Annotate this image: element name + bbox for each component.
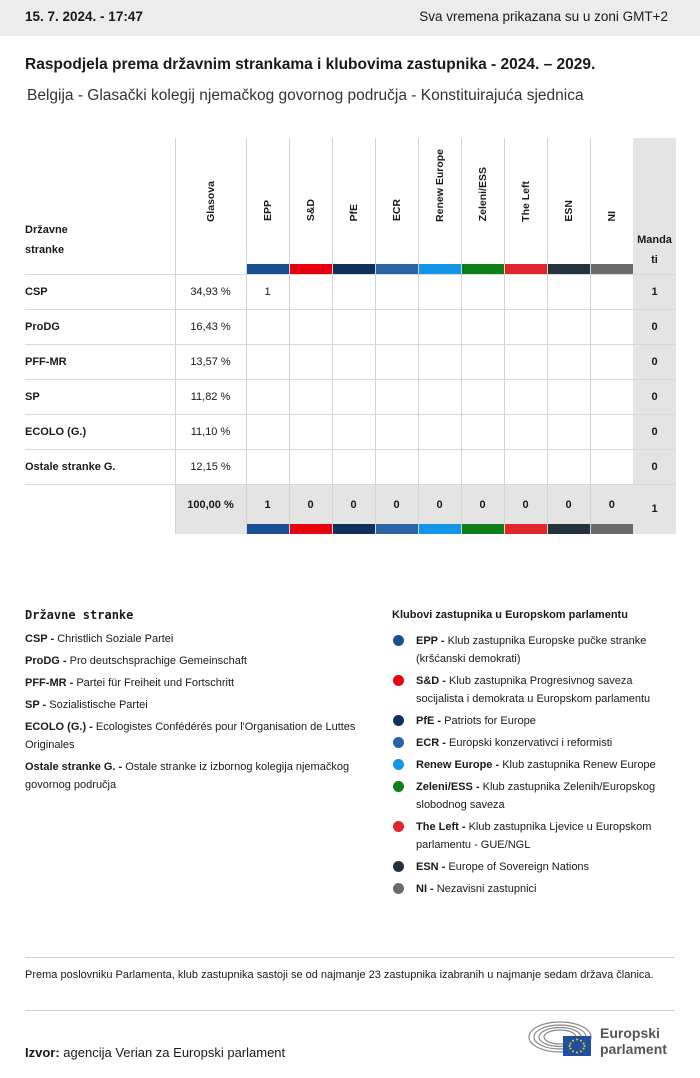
group-seat-cell <box>547 344 590 379</box>
seats-column-header <box>633 138 676 274</box>
table-row <box>25 449 676 484</box>
party-seats: 0 <box>633 309 676 344</box>
group-color-bar <box>462 524 504 534</box>
group-header-left <box>504 138 547 274</box>
group-seat-cell <box>590 449 633 484</box>
total-epp: 1 <box>246 484 289 534</box>
party-name: Ostale stranke G. <box>25 449 175 484</box>
parliament-emblem-icon <box>528 1020 594 1060</box>
logo-line1: Europski <box>600 1025 660 1041</box>
group-header-renew <box>418 138 461 274</box>
total-ni: 0 <box>590 484 633 534</box>
source-text: agencija Verian za Europski parlament <box>63 1045 286 1060</box>
group-seat-cell <box>418 449 461 484</box>
group-legend-item <box>392 858 682 876</box>
party-legend-abbr: Ostale stranke G. - <box>25 761 123 773</box>
group-label: PfE <box>347 203 360 222</box>
group-header-sd <box>289 138 332 274</box>
group-seat-cell <box>375 309 418 344</box>
group-seat-cell <box>590 274 633 309</box>
total-esn: 0 <box>547 484 590 534</box>
total-seats: 1 <box>633 484 676 534</box>
group-color-bar <box>290 524 332 534</box>
groups-legend-heading: Klubovi zastupnika u Europskom parlamentu <box>392 609 628 621</box>
table-row <box>25 379 676 414</box>
group-seat-cell <box>375 274 418 309</box>
party-legend-abbr: ECOLO (G.) - <box>25 721 93 733</box>
source-label: Izvor: <box>25 1045 60 1060</box>
group-seat-cell <box>289 414 332 449</box>
party-legend-item <box>25 758 360 794</box>
group-header-esn <box>547 138 590 274</box>
total-pfe: 0 <box>332 484 375 534</box>
group-legend-item <box>392 734 682 752</box>
party-legend-item <box>25 696 360 714</box>
totals-row <box>25 484 676 534</box>
group-seat-cell <box>547 379 590 414</box>
group-color-bar <box>591 264 634 274</box>
group-color-bar <box>376 524 418 534</box>
group-seat-cell <box>590 414 633 449</box>
party-legend-item <box>25 674 360 692</box>
group-label: ECR <box>390 199 403 222</box>
parties-legend-heading: Državne stranke <box>25 608 134 622</box>
group-seat-cell <box>418 344 461 379</box>
group-color-dot-icon <box>393 861 404 872</box>
party-legend-name: Christlich Soziale Partei <box>57 633 174 645</box>
party-legend-name: Partei für Freiheit und Fortschritt <box>76 677 235 689</box>
party-legend-abbr: CSP - <box>25 633 55 645</box>
group-seat-cell <box>332 274 375 309</box>
group-color-dot-icon <box>393 737 404 748</box>
group-color-dot-icon <box>393 781 404 792</box>
group-legend-abbr: The Left - <box>416 821 466 833</box>
party-name: SP <box>25 379 175 414</box>
group-legend-name: Klub zastupnika Ljevice u Europskom parlamentu - GUE/NGL <box>416 821 652 851</box>
party-votes: 11,82 % <box>175 379 246 414</box>
group-seat-cell: 1 <box>246 274 289 309</box>
party-legend-abbr: SP - <box>25 699 47 711</box>
group-color-bar <box>333 264 375 274</box>
table-row <box>25 344 676 379</box>
group-seat-cell <box>418 309 461 344</box>
total-ecr: 0 <box>375 484 418 534</box>
group-seat-cell <box>418 414 461 449</box>
logo-text <box>600 1025 667 1057</box>
party-legend-abbr: ProDG - <box>25 655 67 667</box>
group-header-ecr <box>375 138 418 274</box>
total-sd: 0 <box>289 484 332 534</box>
group-seat-cell <box>332 379 375 414</box>
party-seats: 0 <box>633 344 676 379</box>
group-legend-abbr: ECR - <box>416 737 446 749</box>
group-legend-item <box>392 632 682 668</box>
group-label: S&D <box>304 199 317 222</box>
group-legend-name: Patriots for Europe <box>444 715 536 727</box>
timezone-note: Sva vremena prikazana su u zoni GMT+2 <box>419 9 668 24</box>
group-legend-abbr: Renew Europe - <box>416 759 500 771</box>
group-color-bar <box>419 524 461 534</box>
table-row <box>25 414 676 449</box>
group-seat-cell <box>461 449 504 484</box>
top-bar <box>0 0 700 36</box>
group-color-bar <box>462 264 504 274</box>
group-seat-cell <box>504 414 547 449</box>
party-seats: 0 <box>633 379 676 414</box>
group-color-dot-icon <box>393 883 404 894</box>
group-seat-cell <box>504 344 547 379</box>
group-color-dot-icon <box>393 715 404 726</box>
group-color-bar <box>505 524 547 534</box>
group-color-dot-icon <box>393 635 404 646</box>
group-legend-name: Klub zastupnika Zelenih/Europskog slobodnog saveza <box>416 781 656 811</box>
total-left: 0 <box>504 484 547 534</box>
group-legend-name: Europski konzervativci i reformisti <box>449 737 613 749</box>
group-seat-cell <box>332 414 375 449</box>
group-color-bar <box>419 264 461 274</box>
group-legend-name: Europe of Sovereign Nations <box>448 861 590 873</box>
group-legend-abbr: NI - <box>416 883 434 895</box>
group-seat-cell <box>504 449 547 484</box>
party-votes: 34,93 % <box>175 274 246 309</box>
group-seat-cell <box>547 414 590 449</box>
group-seat-cell <box>289 309 332 344</box>
group-header-pfe <box>332 138 375 274</box>
group-color-bar <box>290 264 332 274</box>
footnote: Prema poslovniku Parlamenta, klub zastupnika sastoji se od najmanje 23 zastupnika izabranih u najmanje sedam država članica. <box>25 957 675 1011</box>
table-header-row <box>25 138 676 274</box>
group-seat-cell <box>418 274 461 309</box>
group-seat-cell <box>504 274 547 309</box>
group-label: Renew Europe <box>433 148 446 222</box>
group-seat-cell <box>246 379 289 414</box>
group-seat-cell <box>246 449 289 484</box>
group-seat-cell <box>332 449 375 484</box>
group-legend-item <box>392 778 682 814</box>
group-legend-name: Klub zastupnika Renew Europe <box>502 759 656 771</box>
group-seat-cell <box>461 414 504 449</box>
total-greens: 0 <box>461 484 504 534</box>
group-seat-cell <box>289 449 332 484</box>
votes-header-label: Glasova <box>204 180 217 222</box>
party-column-header <box>25 138 175 274</box>
group-color-bar <box>548 524 590 534</box>
group-seat-cell <box>375 449 418 484</box>
european-parliament-logo <box>528 1020 678 1060</box>
group-seat-cell <box>547 274 590 309</box>
group-label: NI <box>605 211 618 222</box>
group-seat-cell <box>590 379 633 414</box>
totals-label-cell <box>25 484 175 534</box>
group-seat-cell <box>590 344 633 379</box>
party-name: PFF-MR <box>25 344 175 379</box>
group-color-bar <box>591 524 634 534</box>
group-seat-cell <box>590 309 633 344</box>
group-color-bar <box>247 524 289 534</box>
group-seat-cell <box>504 309 547 344</box>
group-seat-cell <box>418 379 461 414</box>
group-seat-cell <box>547 309 590 344</box>
groups-legend <box>392 606 682 902</box>
party-seats: 0 <box>633 449 676 484</box>
party-votes: 11,10 % <box>175 414 246 449</box>
group-seat-cell <box>461 379 504 414</box>
group-color-dot-icon <box>393 675 404 686</box>
party-legend-name: Sozialistische Partei <box>49 699 148 711</box>
table-row <box>25 309 676 344</box>
group-seat-cell <box>375 414 418 449</box>
party-legend-item <box>25 630 360 648</box>
group-seat-cell <box>246 414 289 449</box>
party-votes: 13,57 % <box>175 344 246 379</box>
party-name: ECOLO (G.) <box>25 414 175 449</box>
results-table <box>25 138 676 534</box>
party-header-line1: Državne <box>25 223 68 236</box>
group-seat-cell <box>375 344 418 379</box>
group-seat-cell <box>461 309 504 344</box>
group-legend-name: Nezavisni zastupnici <box>436 883 537 895</box>
group-color-bar <box>247 264 289 274</box>
group-label: The Left <box>519 180 532 222</box>
party-name: ProDG <box>25 309 175 344</box>
group-color-dot-icon <box>393 759 404 770</box>
group-legend-name: Klub zastupnika Europske pučke stranke (kršćanski demokrati) <box>416 635 647 665</box>
total-votes: 100,00 % <box>175 484 246 534</box>
group-legend-name: Klub zastupnika Progresivnog saveza socijalista i demokrata u Europskom parlamentu <box>416 675 651 705</box>
timestamp: 15. 7. 2024. - 17:47 <box>25 9 143 24</box>
group-label: ESN <box>562 199 575 222</box>
group-legend-abbr: Zeleni/ESS - <box>416 781 480 793</box>
party-seats: 1 <box>633 274 676 309</box>
group-color-bar <box>333 524 375 534</box>
party-votes: 12,15 % <box>175 449 246 484</box>
group-legend-item <box>392 756 682 774</box>
table-row <box>25 274 676 309</box>
seats-header-line2: ti <box>651 253 658 266</box>
party-seats: 0 <box>633 414 676 449</box>
group-color-bar <box>505 264 547 274</box>
group-legend-abbr: S&D - <box>416 675 446 687</box>
party-legend-abbr: PFF-MR - <box>25 677 74 689</box>
group-legend-abbr: PfE - <box>416 715 442 727</box>
source-line <box>25 1045 285 1060</box>
group-legend-abbr: EPP - <box>416 635 445 647</box>
party-legend-name: Ostale stranke iz izbornog kolegija njemačkog govornog područja <box>25 761 350 791</box>
group-legend-item <box>392 880 682 898</box>
votes-column-header <box>175 138 246 274</box>
logo-line2: parlament <box>600 1041 667 1057</box>
group-header-ni <box>590 138 633 274</box>
party-name: CSP <box>25 274 175 309</box>
party-votes: 16,43 % <box>175 309 246 344</box>
group-label: EPP <box>261 200 274 222</box>
group-color-bar <box>548 264 590 274</box>
group-legend-item <box>392 672 682 708</box>
party-legend-name: Ecologistes Confédérés pour l'Organisation de Luttes Originales <box>25 721 356 751</box>
group-seat-cell <box>332 344 375 379</box>
seats-header-line1: Manda <box>637 233 672 246</box>
group-label: Zeleni/ESS <box>476 167 489 222</box>
group-seat-cell <box>547 449 590 484</box>
group-seat-cell <box>289 344 332 379</box>
group-seat-cell <box>289 379 332 414</box>
group-legend-abbr: ESN - <box>416 861 446 873</box>
group-seat-cell <box>246 309 289 344</box>
page-title: Raspodjela prema državnim strankama i klubovima zastupnika - 2024. – 2029. <box>25 56 596 73</box>
group-seat-cell <box>332 309 375 344</box>
group-seat-cell <box>504 379 547 414</box>
group-seat-cell <box>375 379 418 414</box>
group-color-dot-icon <box>393 821 404 832</box>
group-seat-cell <box>461 344 504 379</box>
group-legend-item <box>392 712 682 730</box>
group-header-epp <box>246 138 289 274</box>
parties-legend <box>25 606 360 798</box>
group-legend-item <box>392 818 682 854</box>
page-subtitle: Belgija - Glasački kolegij njemačkog govornog područja - Konstituirajuća sjednica <box>27 87 584 104</box>
group-color-bar <box>376 264 418 274</box>
total-renew: 0 <box>418 484 461 534</box>
group-seat-cell <box>246 344 289 379</box>
party-legend-item <box>25 652 360 670</box>
group-header-greens <box>461 138 504 274</box>
party-legend-item <box>25 718 360 754</box>
party-header-line2: stranke <box>25 243 65 256</box>
group-seat-cell <box>289 274 332 309</box>
group-seat-cell <box>461 274 504 309</box>
party-legend-name: Pro deutschsprachige Gemeinschaft <box>69 655 247 667</box>
